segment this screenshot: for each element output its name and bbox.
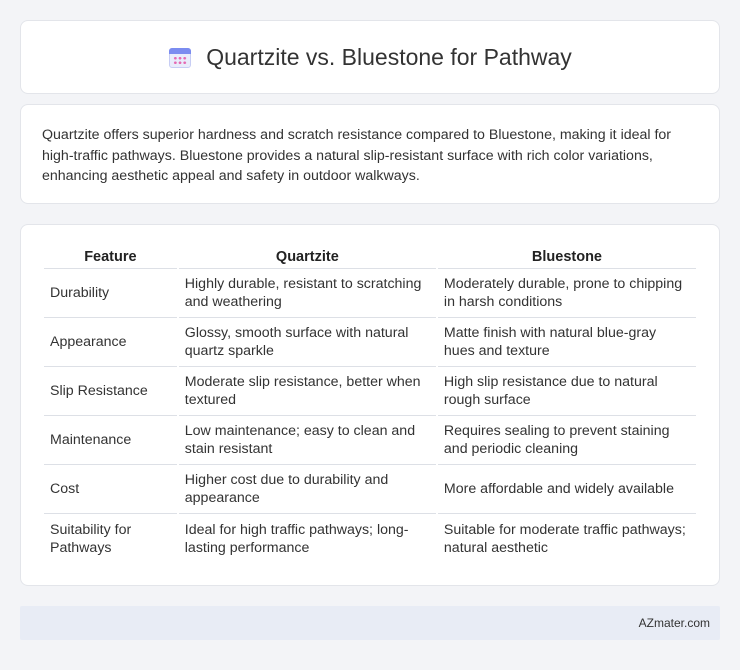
row-bluestone: More affordable and widely available bbox=[438, 465, 696, 514]
header-quartzite: Quartzite bbox=[179, 245, 436, 269]
row-bluestone: Requires sealing to prevent staining and periodic cleaning bbox=[438, 416, 696, 465]
row-quartzite: Higher cost due to durability and appearance bbox=[179, 465, 436, 514]
header-bluestone: Bluestone bbox=[438, 245, 696, 269]
row-feature: Cost bbox=[44, 465, 177, 514]
summary-text: Quartzite offers superior hardness and scratch resistance compared to Bluestone, making it ideal for high-traffic pathways. Bluestone provides a natural slip-resistant surface with rich color variations, enhancing aesthetic appeal and safety in outdoor walkways. bbox=[42, 127, 672, 184]
row-feature: Durability bbox=[44, 269, 177, 318]
calendar-icon bbox=[168, 45, 192, 69]
row-bluestone: High slip resistance due to natural rough surface bbox=[438, 367, 696, 416]
row-feature: Slip Resistance bbox=[44, 367, 177, 416]
row-quartzite: Low maintenance; easy to clean and stain resistant bbox=[179, 416, 436, 465]
table-header-row bbox=[44, 245, 696, 269]
summary-card bbox=[20, 104, 720, 204]
row-quartzite: Ideal for high traffic pathways; long-lasting performance bbox=[184, 521, 409, 556]
table-row bbox=[44, 269, 696, 318]
title-card bbox=[20, 20, 720, 94]
row-bluestone: Matte finish with natural blue-gray hues and texture bbox=[438, 318, 696, 367]
table-row bbox=[44, 416, 696, 465]
header-feature: Feature bbox=[44, 245, 177, 269]
row-quartzite: Highly durable, resistant to scratching and weathering bbox=[179, 269, 436, 318]
comparison-table bbox=[42, 245, 698, 563]
row-quartzite: Moderate slip resistance, better when textured bbox=[179, 367, 436, 416]
comparison-card bbox=[20, 224, 720, 586]
table-row bbox=[44, 514, 696, 563]
table-row bbox=[44, 367, 696, 416]
row-bluestone: Moderately durable, prone to chipping in harsh conditions bbox=[438, 269, 696, 318]
footer-brand[interactable]: AZmater.com bbox=[638, 616, 710, 630]
table-row bbox=[44, 465, 696, 514]
row-quartzite: Glossy, smooth surface with natural quartz sparkle bbox=[179, 318, 436, 367]
footer bbox=[20, 606, 720, 640]
row-feature: Maintenance bbox=[44, 416, 177, 465]
row-bluestone: Suitable for moderate traffic pathways; natural aesthetic bbox=[443, 521, 686, 556]
row-feature: Appearance bbox=[44, 318, 177, 367]
page-title: Quartzite vs. Bluestone for Pathway bbox=[206, 43, 572, 70]
table-row bbox=[44, 318, 696, 367]
row-feature: Suitability for Pathways bbox=[50, 521, 132, 556]
